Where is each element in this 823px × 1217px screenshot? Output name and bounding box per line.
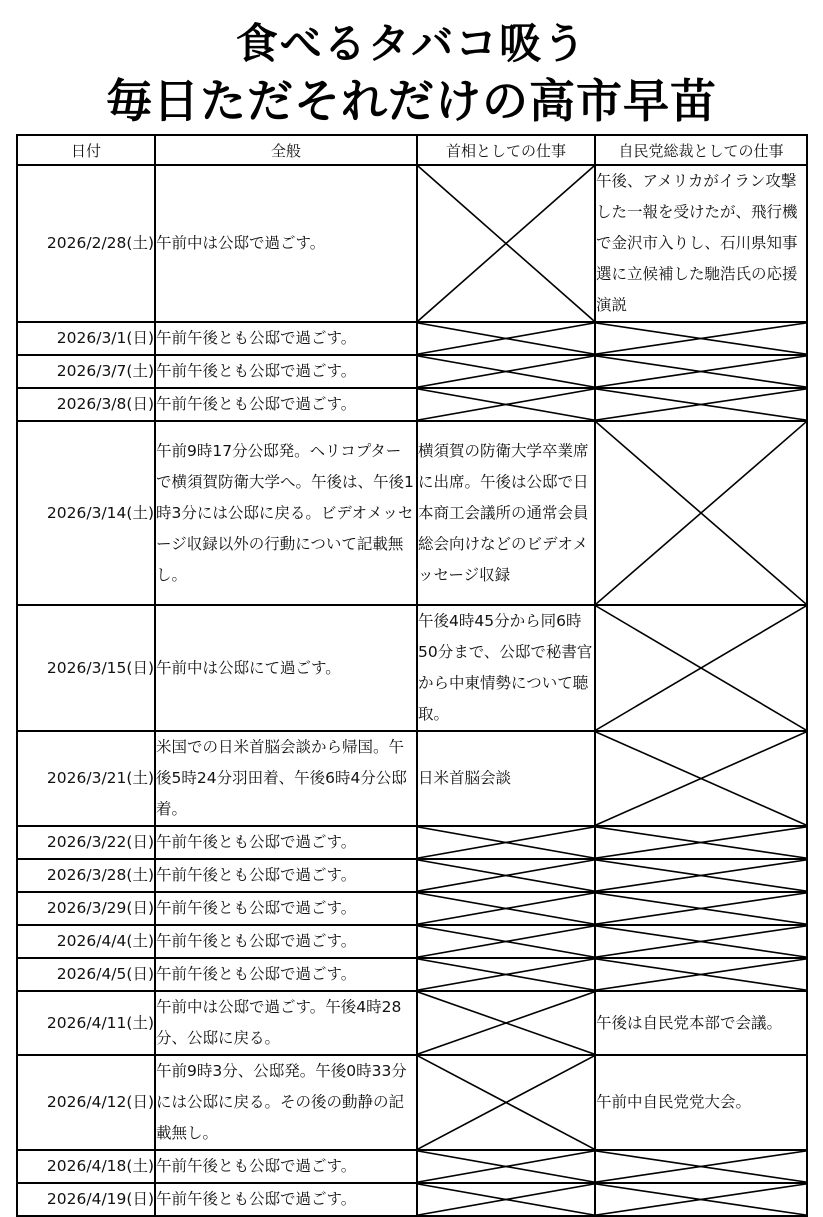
cell-president-crossed-out (595, 892, 807, 925)
table-row (17, 892, 807, 925)
cell-pm: 日米首脳会談 (417, 731, 595, 826)
cross-mark-icon (418, 323, 594, 354)
cell-general: 午前午後とも公邸で過ごす。 (155, 892, 417, 925)
table-row (17, 605, 807, 731)
cell-general: 午前午後とも公邸で過ごす。 (155, 826, 417, 859)
cell-general: 午前9時3分、公邸発。午後0時33分には公邸に戻る。その後の動静の記載無し。 (155, 1055, 417, 1150)
cell-date: 2026/4/5(日) (17, 958, 155, 991)
cross-mark-icon (596, 893, 806, 924)
title-line-1: 食べるタバコ吸う (235, 19, 588, 68)
header-general: 全般 (155, 135, 417, 165)
cross-mark-icon (418, 389, 594, 420)
cell-date: 2026/3/28(土) (17, 859, 155, 892)
cell-general: 午前午後とも公邸で過ごす。 (155, 859, 417, 892)
cell-date: 2026/3/8(日) (17, 388, 155, 421)
cross-mark-icon (596, 827, 806, 858)
cell-date: 2026/3/22(日) (17, 826, 155, 859)
cell-pm-crossed-out (417, 958, 595, 991)
cell-date: 2026/3/21(土) (17, 731, 155, 826)
cell-date: 2026/3/15(日) (17, 605, 155, 731)
cell-president: 午前中自民党党大会。 (595, 1055, 807, 1150)
cross-mark-icon (596, 606, 806, 730)
cell-pm-crossed-out (417, 826, 595, 859)
cell-president-crossed-out (595, 388, 807, 421)
cross-mark-icon (418, 893, 594, 924)
cell-pm-crossed-out (417, 1150, 595, 1183)
table-row (17, 388, 807, 421)
cross-mark-icon (596, 732, 806, 825)
cell-president-crossed-out (595, 925, 807, 958)
table-row (17, 355, 807, 388)
cell-pm-crossed-out (417, 1055, 595, 1150)
cell-general: 米国での日米首脳会談から帰国。午後5時24分羽田着、午後6時4分公邸着。 (155, 731, 417, 826)
cell-president-crossed-out (595, 1150, 807, 1183)
cell-pm-crossed-out (417, 892, 595, 925)
cell-pm-crossed-out (417, 165, 595, 322)
cross-mark-icon (418, 926, 594, 957)
cross-mark-icon (418, 1056, 594, 1149)
table-row (17, 731, 807, 826)
cell-date: 2026/4/18(土) (17, 1150, 155, 1183)
cell-general: 午前午後とも公邸で過ごす。 (155, 1150, 417, 1183)
cross-mark-icon (596, 389, 806, 420)
table-row (17, 165, 807, 322)
cell-general: 午前午後とも公邸で過ごす。 (155, 925, 417, 958)
header-row (17, 135, 807, 165)
cell-date: 2026/4/19(日) (17, 1183, 155, 1216)
table-row (17, 991, 807, 1055)
cross-mark-icon (596, 422, 806, 604)
cell-pm-crossed-out (417, 859, 595, 892)
cell-president-crossed-out (595, 859, 807, 892)
cell-date: 2026/3/1(日) (17, 322, 155, 355)
cross-mark-icon (418, 992, 594, 1054)
cross-mark-icon (418, 166, 594, 321)
cell-general: 午前午後とも公邸で過ごす。 (155, 388, 417, 421)
cell-date: 2026/2/28(土) (17, 165, 155, 322)
table-row (17, 925, 807, 958)
cross-mark-icon (596, 926, 806, 957)
cell-president-crossed-out (595, 421, 807, 605)
cell-date: 2026/4/11(土) (17, 991, 155, 1055)
cross-mark-icon (418, 959, 594, 990)
table-row (17, 826, 807, 859)
cross-mark-icon (596, 323, 806, 354)
cell-general: 午前午後とも公邸で過ごす。 (155, 355, 417, 388)
cell-pm-crossed-out (417, 322, 595, 355)
cell-general: 午前中は公邸で過ごす。 (155, 165, 417, 322)
cross-mark-icon (418, 356, 594, 387)
cell-general: 午前9時17分公邸発。ヘリコプターで横須賀防衛大学へ。午後は、午後1時3分には公邸に戻る。ビデオメッセージ収録以外の行動について記載無し。 (155, 421, 417, 605)
cross-mark-icon (596, 959, 806, 990)
cell-general: 午前午後とも公邸で過ごす。 (155, 322, 417, 355)
cross-mark-icon (596, 1151, 806, 1182)
cell-president-crossed-out (595, 605, 807, 731)
cell-general: 午前中は公邸で過ごす。午後4時28分、公邸に戻る。 (155, 991, 417, 1055)
cell-pm-crossed-out (417, 991, 595, 1055)
cell-president: 午後は自民党本部で会議。 (595, 991, 807, 1055)
cell-general: 午前午後とも公邸で過ごす。 (155, 958, 417, 991)
table-body (17, 165, 807, 1216)
table-row (17, 1150, 807, 1183)
cell-general: 午前中は公邸にて過ごす。 (155, 605, 417, 731)
cell-date: 2026/3/29(日) (17, 892, 155, 925)
cell-president-crossed-out (595, 826, 807, 859)
cell-president-crossed-out (595, 322, 807, 355)
cross-mark-icon (596, 860, 806, 891)
cell-president-crossed-out (595, 958, 807, 991)
cross-mark-icon (596, 356, 806, 387)
cell-president-crossed-out (595, 355, 807, 388)
cell-president-crossed-out (595, 731, 807, 826)
table-row (17, 958, 807, 991)
header-pm-duties: 首相としての仕事 (417, 135, 595, 165)
cell-pm: 午後4時45分から同6時50分まで、公邸で秘書官から中東情勢について聴取。 (417, 605, 595, 731)
table-row (17, 1055, 807, 1150)
cell-general: 午前午後とも公邸で過ごす。 (155, 1183, 417, 1216)
header-date: 日付 (17, 135, 155, 165)
table-row (17, 322, 807, 355)
cell-pm-crossed-out (417, 925, 595, 958)
title-line-2: 毎日ただそれだけの高市早苗 (106, 74, 717, 128)
cell-date: 2026/3/7(土) (17, 355, 155, 388)
header-president-duties: 自民党総裁としての仕事 (595, 135, 807, 165)
cell-date: 2026/4/4(土) (17, 925, 155, 958)
cell-date: 2026/3/14(土) (17, 421, 155, 605)
cell-pm: 横須賀の防衛大学卒業席に出席。午後は公邸で日本商工会議所の通常会員総会向けなどのビデオメッセージ収録 (417, 421, 595, 605)
cell-date: 2026/4/12(日) (17, 1055, 155, 1150)
cell-pm-crossed-out (417, 355, 595, 388)
table-row (17, 859, 807, 892)
cell-president: 午後、アメリカがイラン攻撃した一報を受けたが、飛行機で金沢市入りし、石川県知事選に立候補した馳浩氏の応援演説 (595, 165, 807, 322)
table-row (17, 421, 807, 605)
cross-mark-icon (418, 1151, 594, 1182)
schedule-table (16, 134, 808, 1217)
cross-mark-icon (418, 827, 594, 858)
cell-pm-crossed-out (417, 388, 595, 421)
cross-mark-icon (418, 860, 594, 891)
